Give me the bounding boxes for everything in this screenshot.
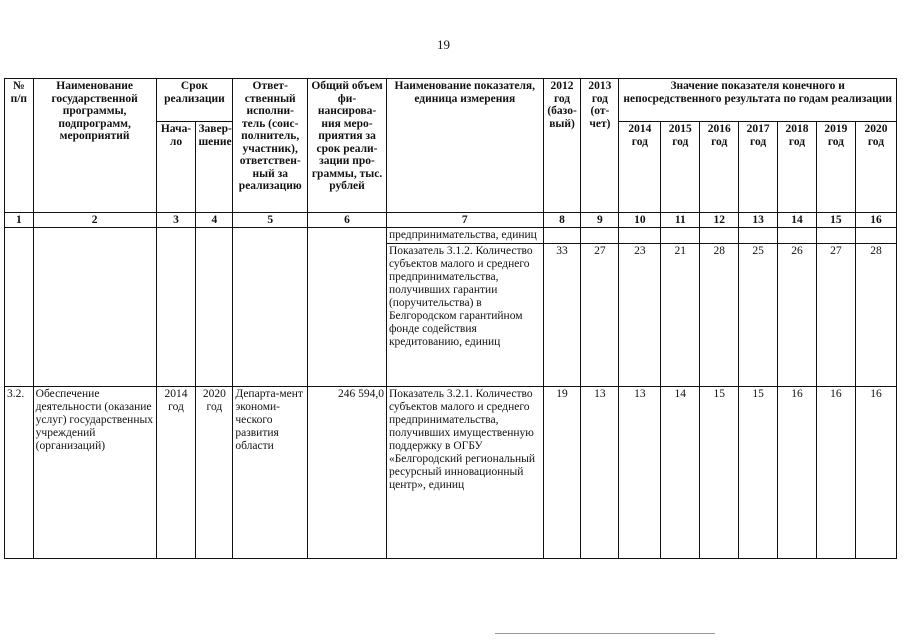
indicator-cell: Показатель 3.1.2. Количество субъектов малого и среднего предпринимательства, получивших гарантии (поручительства) в Белгородском гарантийном фонде содействия кредитованию, единиц [386, 244, 543, 387]
value-2014 [619, 228, 661, 244]
header-year-2020: 2020 год [855, 122, 896, 213]
column-number: 12 [700, 213, 739, 228]
header-year-2017: 2017 год [739, 122, 778, 213]
value-2019: 16 [816, 387, 855, 559]
responsible-executor: Департа-мент экономи-ческого развития области [233, 387, 308, 559]
report-value: 13 [581, 387, 619, 559]
base-value: 19 [543, 387, 581, 559]
column-number: 13 [739, 213, 778, 228]
program-name: Обеспечение деятельности (оказание услуг) государственных учреждений (организаций) [33, 387, 156, 559]
value-2016: 28 [700, 244, 739, 387]
header-values: Значение показателя конечного и непосредственного результата по годам реализации [619, 79, 897, 122]
value-2020 [855, 228, 896, 244]
column-number: 11 [661, 213, 700, 228]
column-number: 7 [386, 213, 543, 228]
column-number: 3 [156, 213, 196, 228]
header-program-name: Наименование государственной программы, подпрограмм, мероприятий [33, 79, 156, 213]
report-value [581, 228, 619, 244]
column-number: 10 [619, 213, 661, 228]
value-2019 [816, 228, 855, 244]
header-period: Срок реализации [156, 79, 233, 122]
value-2017: 15 [739, 387, 778, 559]
value-2018 [778, 228, 817, 244]
indicator-cell: предпринимательства, единиц [386, 228, 543, 244]
page-number: 19 [437, 37, 450, 52]
base-value: 33 [543, 244, 581, 387]
value-2020: 28 [855, 244, 896, 387]
column-number: 14 [778, 213, 817, 228]
indicator-table [4, 78, 897, 559]
end-year: 2020 год [196, 387, 233, 559]
value-2017: 25 [739, 244, 778, 387]
column-number: 1 [5, 213, 34, 228]
column-number: 15 [816, 213, 855, 228]
start-year: 2014 год [156, 387, 196, 559]
header-year-2018: 2018 год [778, 122, 817, 213]
value-2014: 13 [619, 387, 661, 559]
indicator-cell: Показатель 3.2.1. Количество субъектов малого и среднего предпринимательства, получивших имущественную поддержку в ОГБУ «Белгородский региональный ресурсный инновационный центр», единиц [386, 387, 543, 559]
header-year-2015: 2015 год [661, 122, 700, 213]
value-2016 [700, 228, 739, 244]
header-funding: Общий объем фи-нансирова-ния меро-приятия за срок реали-зации про-граммы, тыс. рублей [308, 79, 387, 213]
value-2015 [661, 228, 700, 244]
value-2015: 21 [661, 244, 700, 387]
report-value: 27 [581, 244, 619, 387]
table-row [5, 387, 897, 559]
column-number: 5 [233, 213, 308, 228]
header-responsible: Ответ-ственный исполни-тель (соис-полнитель, участник), ответствен-ный за реализацию [233, 79, 308, 213]
column-number: 2 [33, 213, 156, 228]
header-indicator: Наименование показателя, единица измерения [386, 79, 543, 213]
value-2017 [739, 228, 778, 244]
value-2018: 16 [778, 387, 817, 559]
header-row [5, 79, 897, 122]
funding-amount: 246 594,0 [308, 387, 387, 559]
value-2019: 27 [816, 244, 855, 387]
value-2018: 26 [778, 244, 817, 387]
scan-artifact-line [495, 633, 715, 634]
row-number: 3.2. [5, 387, 34, 559]
header-2012: 2012 год (базо-вый) [543, 79, 581, 213]
header-start: Нача-ло [156, 122, 196, 213]
column-number: 6 [308, 213, 387, 228]
value-2014: 23 [619, 244, 661, 387]
base-value [543, 228, 581, 244]
value-2016: 15 [700, 387, 739, 559]
header-2013: 2013 год (от-чет) [581, 79, 619, 213]
header-end: Завер-шение [196, 122, 233, 213]
value-2015: 14 [661, 387, 700, 559]
header-year-2016: 2016 год [700, 122, 739, 213]
column-number: 8 [543, 213, 581, 228]
header-number: № п/п [5, 79, 34, 213]
header-year-2019: 2019 год [816, 122, 855, 213]
header-year-2014: 2014 год [619, 122, 661, 213]
column-number: 4 [196, 213, 233, 228]
column-number: 16 [855, 213, 896, 228]
table-row [5, 228, 897, 244]
column-number-row [5, 213, 897, 228]
value-2020: 16 [855, 387, 896, 559]
column-number: 9 [581, 213, 619, 228]
